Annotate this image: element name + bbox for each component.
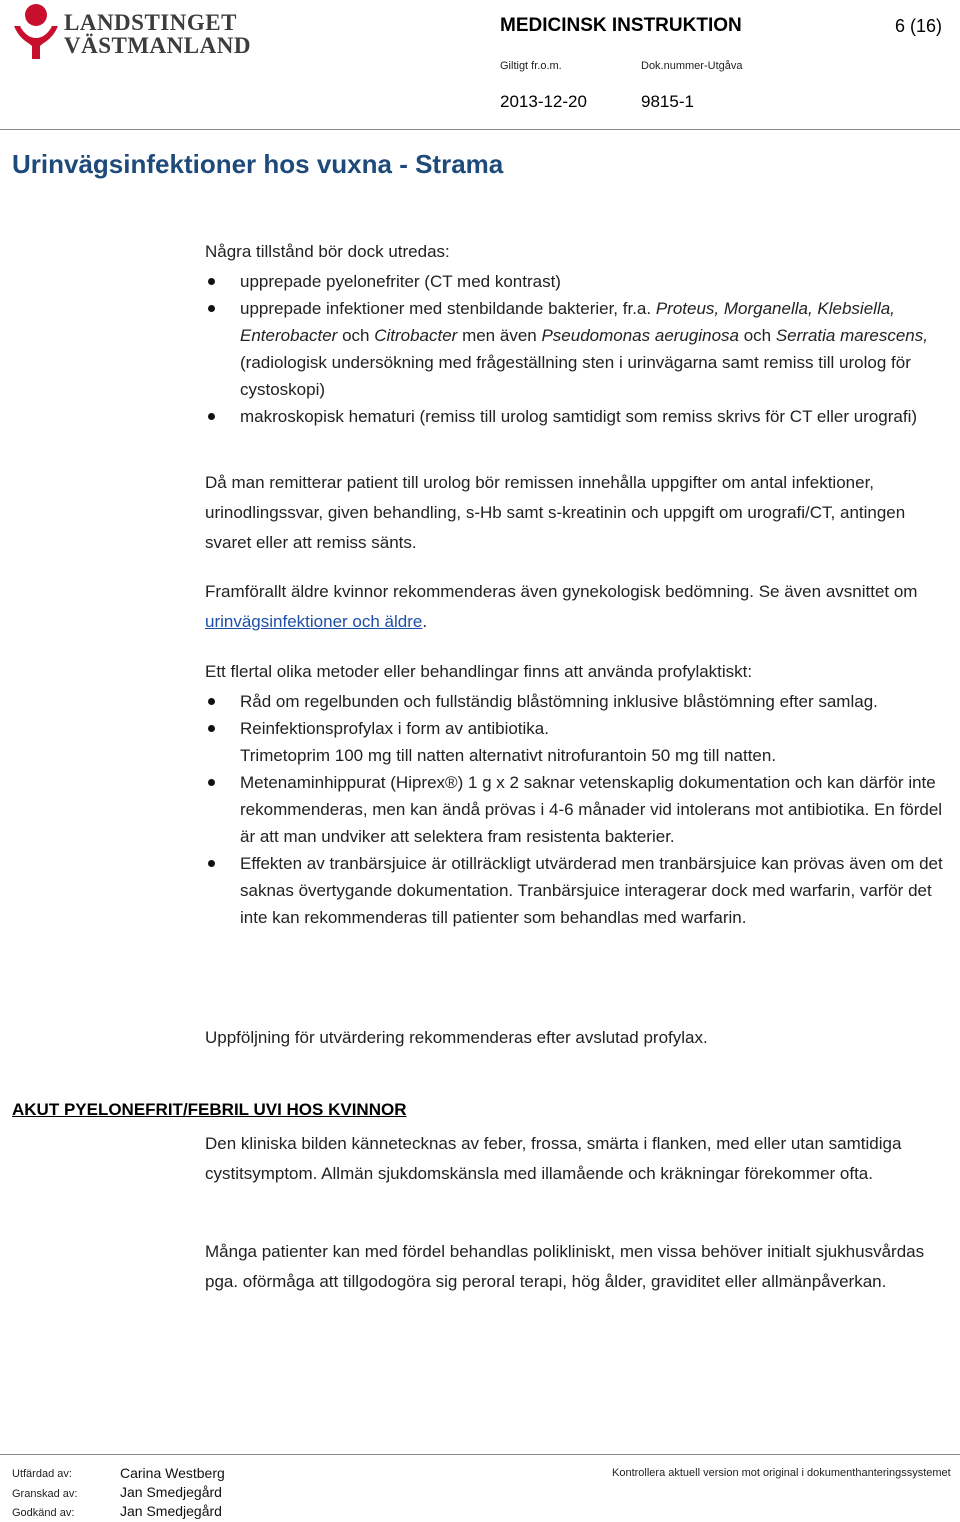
organism-names: Proteus, Morganella, Klebsiella, Enterobacter (240, 299, 895, 345)
list-item-text: Råd om regelbunden och fullständig blåstömning inklusive blåstömning efter samlag. (240, 692, 878, 711)
page-title: Urinvägsinfektioner hos vuxna - Strama (12, 149, 504, 179)
gynecology-paragraph (205, 577, 945, 637)
reviewed-by-label: Granskad av: (12, 1488, 78, 1500)
list-item-text: makroskopisk hematuri (remiss till urolog samtidigt som remiss skrivs för CT eller urografi) (240, 407, 918, 426)
organism-names: Serratia marescens, (775, 326, 928, 345)
clinical-picture-paragraph: Den kliniska bilden kännetecknas av feber, frossa, smärta i flanken, med eller utan samtidiga cystitsymptom. Allmän sjukdomskänsla med illamående och kräkningar förekommer ofta. (205, 1134, 902, 1183)
reviewed-by: Jan Smedjegård (120, 1484, 222, 1500)
prophylaxis-list (205, 688, 945, 931)
logo-text-line2: VÄSTMANLAND (64, 33, 251, 58)
organization-logo (10, 2, 251, 62)
approved-by-label: Godkänd av: (12, 1507, 75, 1519)
issued-by: Carina Westberg (120, 1465, 225, 1481)
footer-divider (0, 1454, 960, 1455)
outpatient-paragraph: Många patienter kan med fördel behandlas polikliniskt, men vissa behöver initialt sjukhusvårdas pga. oförmåga att tillgodogöra sig peroral terapi, hög ålder, graviditet eller allmänpåverkan. (205, 1242, 925, 1291)
list-item-text: och (337, 326, 375, 345)
list-item-text: Reinfektionsprofylax i form av antibiotika. (240, 719, 549, 738)
paragraph-text: . (422, 612, 428, 631)
landstinget-logo-icon (10, 2, 62, 60)
list-item (205, 850, 945, 931)
issued-by-label: Utfärdad av: (12, 1468, 72, 1480)
organism-names: Citrobacter (374, 326, 458, 345)
doc-number: 9815-1 (641, 92, 694, 111)
list-item (205, 403, 945, 430)
paragraph-text: Framförallt äldre kvinnor rekommenderas även gynekologisk bedömning. Se även avsnittet om (205, 582, 918, 601)
elderly-uti-link[interactable]: urinvägsinfektioner och äldre (205, 612, 423, 631)
list-item (205, 688, 945, 715)
list-item-text: upprepade pyelonefriter (CT med kontrast) (240, 272, 561, 291)
list-item-text: Metenaminhippurat (Hiprex®) 1 g x 2 saknar vetenskaplig dokumentation och kan därför inte rekommenderas, men kan ändå prövas i 4-6 månader vid intolerans mot antibiotika. En fördel är att man undviker att selektera fram resistenta bakterier. (240, 773, 943, 846)
version-control-note: Kontrollera aktuell version mot original i dokumenthanteringssystemet (612, 1467, 951, 1479)
investigation-list (205, 268, 945, 430)
followup-paragraph: Uppföljning för utvärdering rekommenderas efter avslutad profylax. (205, 1028, 708, 1047)
list-item (205, 715, 945, 769)
referral-paragraph: Då man remitterar patient till urolog bör remissen innehålla uppgifter om antal infektioner, urinodlingssvar, given behandling, s-Hb samt s-kreatinin och uppgift om urografi/CT, antingen svaret eller att remiss sänts. (205, 473, 906, 552)
valid-from-label: Giltigt fr.o.m. (500, 60, 562, 72)
list-item (205, 268, 945, 295)
organism-names: Pseudomonas aeruginosa (541, 326, 739, 345)
valid-from-date: 2013-12-20 (500, 92, 587, 111)
header-divider (0, 129, 960, 130)
list-item-text: och (738, 326, 776, 345)
approved-by: Jan Smedjegård (120, 1503, 222, 1519)
logo-text-line1: LANDSTINGET (64, 10, 237, 35)
list-item-text: (radiologisk undersökning med frågeställning sten i urinvägarna samt remiss till urolog för cystoskopi) (240, 353, 911, 399)
document-type: MEDICINSK INSTRUKTION (500, 15, 742, 36)
list-item-text: Effekten av tranbärsjuice är otillräckligt utvärderad men tranbärsjuice kan prövas även om det saknas övertygande dokumentation. Tranbärsjuice interagerar dock med warfarin, varför det inte kan rekommenderas till patienter som behandlas med warfarin. (240, 854, 943, 927)
list-item (205, 769, 945, 850)
section-heading: AKUT PYELONEFRIT/FEBRIL UVI HOS KVINNOR (12, 1100, 407, 1119)
page-number: 6 (16) (895, 16, 943, 36)
prophylaxis-intro: Ett flertal olika metoder eller behandlingar finns att använda profylaktiskt: (205, 662, 753, 681)
list-item-subtext: Trimetoprim 100 mg till natten alternativt nitrofurantoin 50 mg till natten. (240, 746, 777, 765)
list-item-text: men även (457, 326, 542, 345)
list-item-text: upprepade infektioner med stenbildande bakterier, fr.a. (240, 299, 656, 318)
intro-text: Några tillstånd bör dock utredas: (205, 242, 450, 261)
doc-number-label: Dok.nummer-Utgåva (641, 60, 743, 72)
list-item (205, 295, 945, 403)
